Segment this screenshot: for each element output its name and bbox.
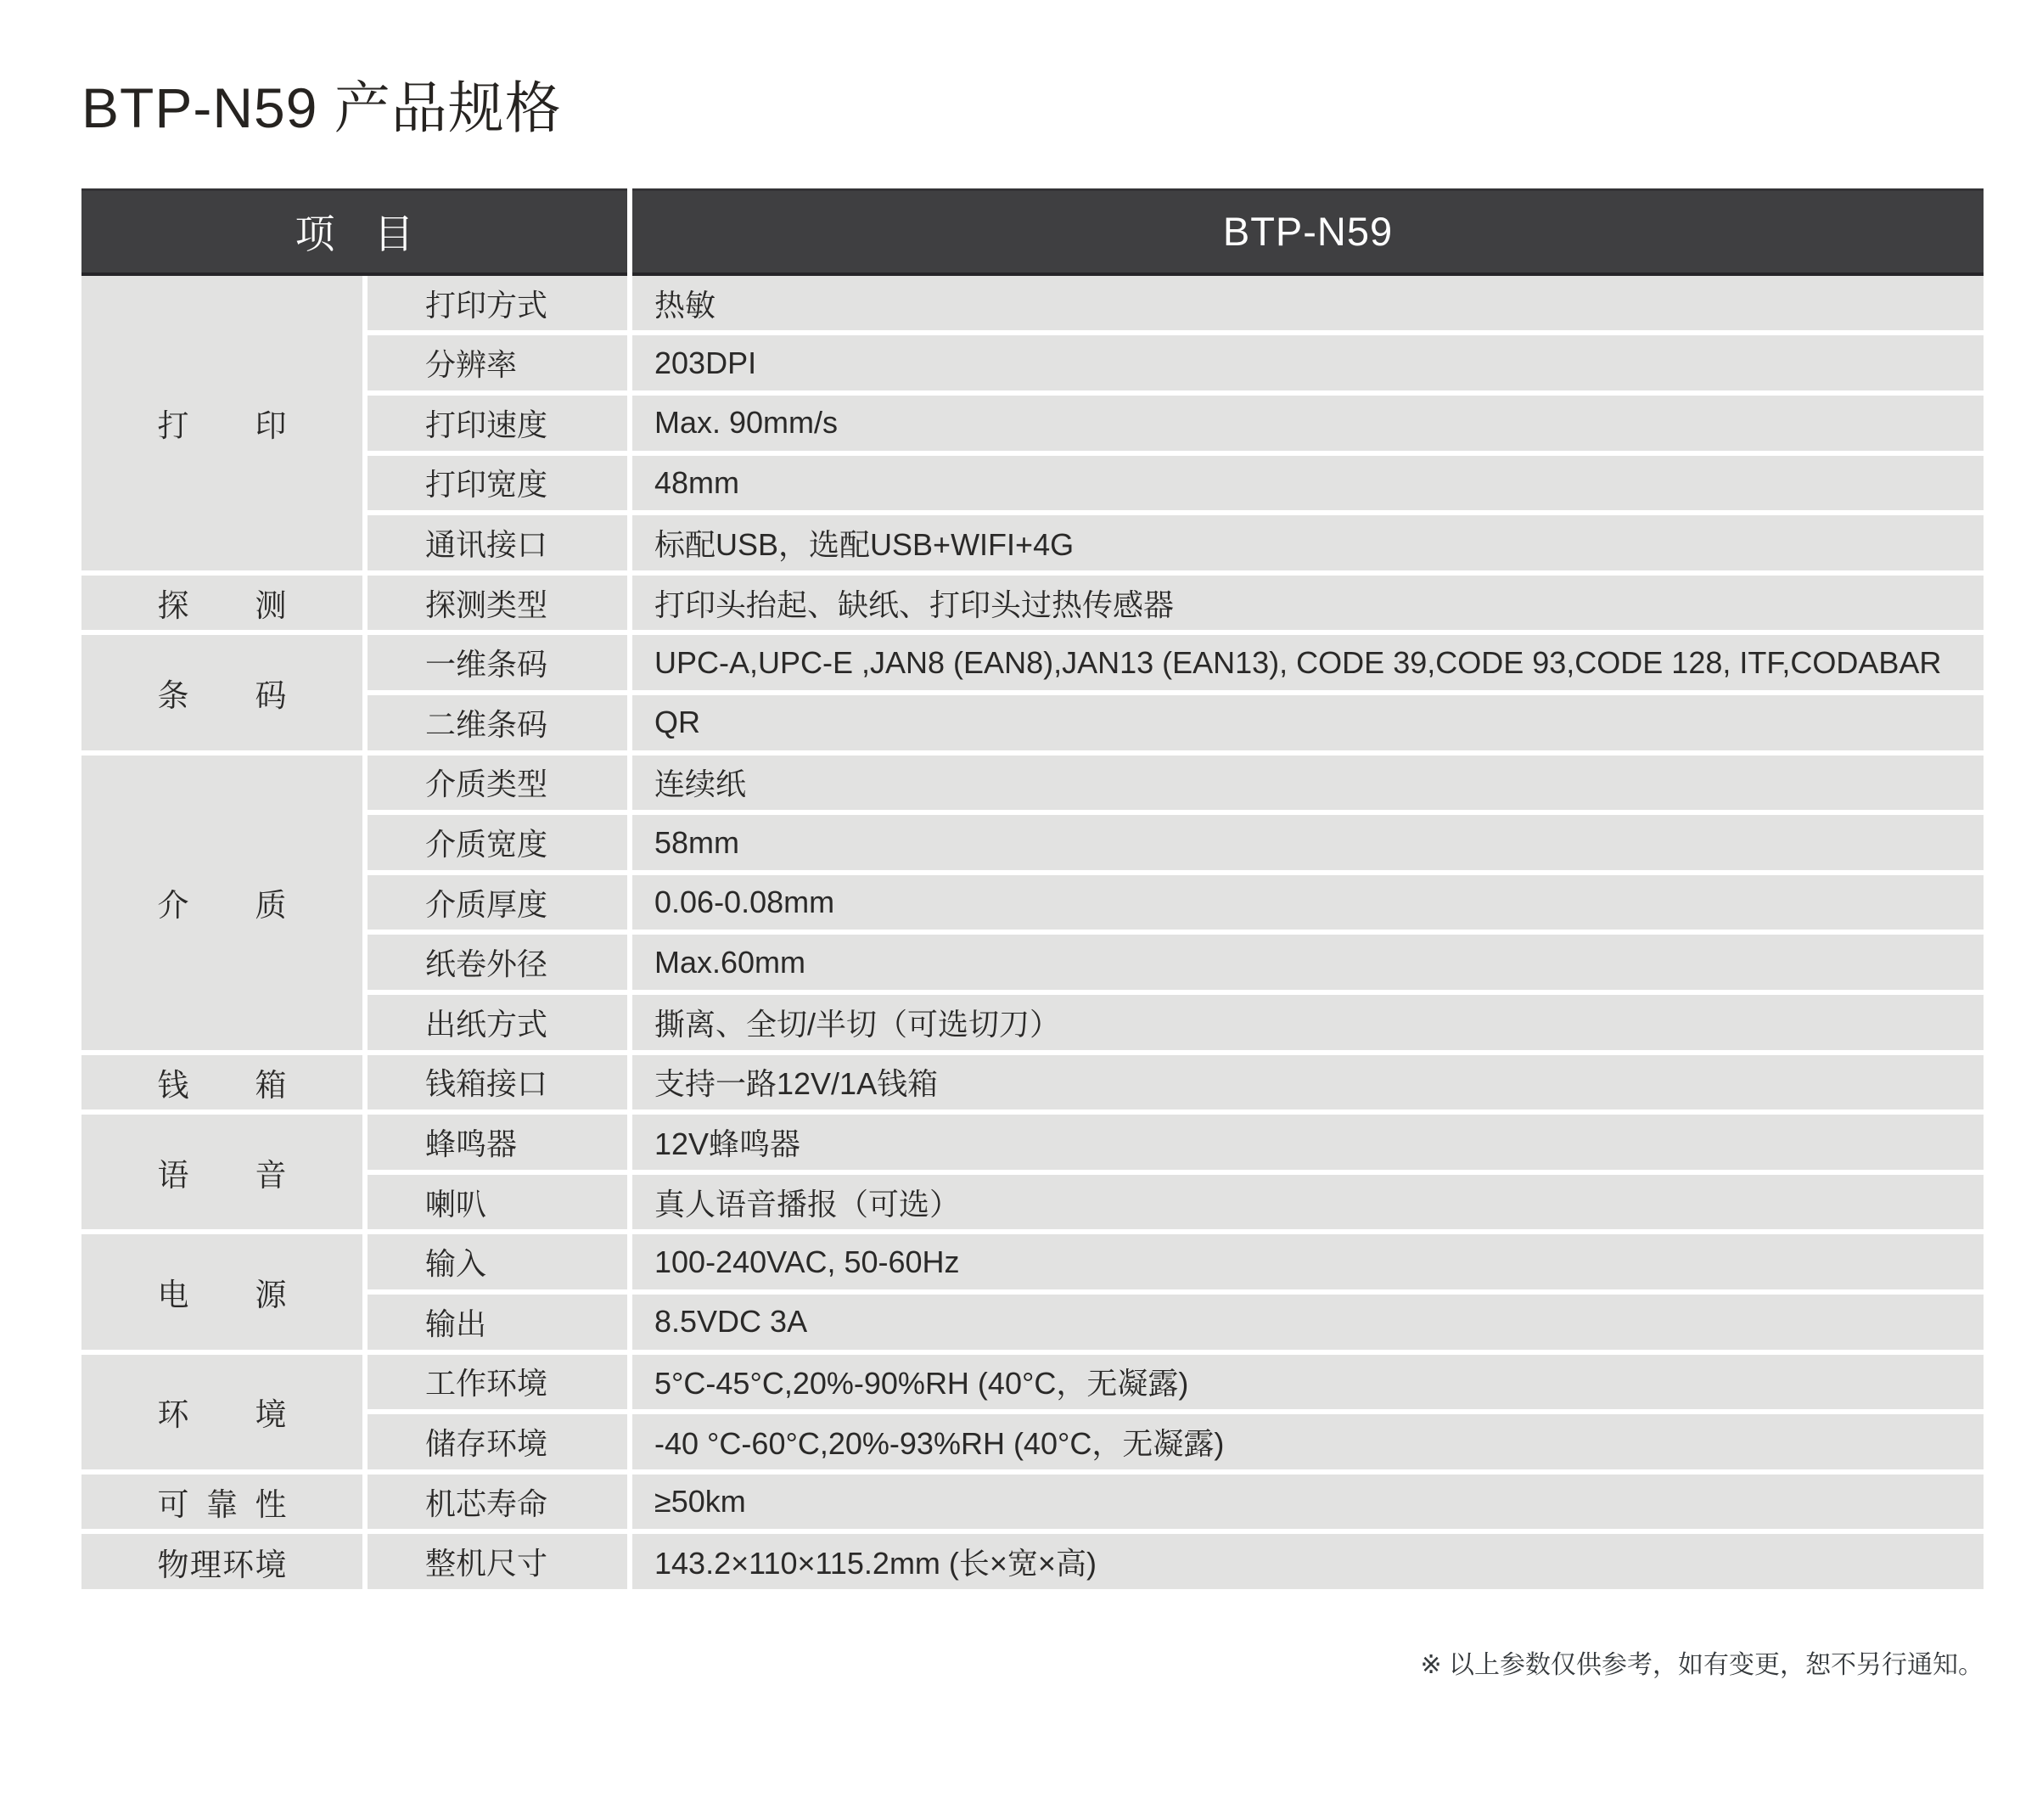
group-rows <box>368 1355 1984 1469</box>
category-label: 可 靠 性 <box>157 1487 287 1523</box>
item-cell: 打印方式 <box>368 276 627 331</box>
spec-group <box>81 635 1984 750</box>
spec-group <box>81 576 1984 631</box>
category-cell <box>81 1475 362 1530</box>
item-cell: 机芯寿命 <box>368 1475 627 1530</box>
table-row <box>368 335 1984 390</box>
value-cell: 打印头抬起、缺纸、打印头过热传感器 <box>632 576 1984 631</box>
value-cell: ≥50km <box>632 1475 1984 1530</box>
spec-table <box>81 188 1984 1589</box>
value-cell: 连续纸 <box>632 756 1984 811</box>
table-row <box>368 396 1984 451</box>
table-row <box>368 1234 1984 1289</box>
table-row <box>368 695 1984 750</box>
item-cell: 纸卷外径 <box>368 935 627 990</box>
spec-group <box>81 1534 1984 1589</box>
table-row <box>368 1175 1984 1230</box>
table-row <box>368 276 1984 331</box>
table-row <box>368 1414 1984 1469</box>
category-cell <box>81 1234 362 1349</box>
header-cell-model: BTP-N59 <box>632 188 1984 276</box>
item-cell: 介质类型 <box>368 756 627 811</box>
table-row <box>368 815 1984 870</box>
value-cell: 203DPI <box>632 335 1984 390</box>
category-cell <box>81 1355 362 1469</box>
category-cell <box>81 276 362 570</box>
table-row <box>368 1115 1984 1170</box>
group-rows <box>368 576 1984 631</box>
value-cell: 8.5VDC 3A <box>632 1295 1984 1350</box>
item-cell: 输入 <box>368 1234 627 1289</box>
value-cell: 热敏 <box>632 276 1984 331</box>
item-cell: 储存环境 <box>368 1414 627 1469</box>
category-cell <box>81 576 362 631</box>
item-cell: 介质宽度 <box>368 815 627 870</box>
table-row <box>368 576 1984 631</box>
value-cell: 撕离、全切/半切（可选切刀） <box>632 995 1984 1050</box>
table-row <box>368 1475 1984 1530</box>
category-cell <box>81 635 362 750</box>
spec-group <box>81 1355 1984 1469</box>
value-cell: 5°C-45°C,20%-90%RH (40°C，无凝露) <box>632 1355 1984 1410</box>
spec-sheet-page <box>0 76 2037 1820</box>
category-cell <box>81 1115 362 1229</box>
table-row <box>368 456 1984 511</box>
category-label: 探 测 <box>157 588 287 624</box>
item-cell: 一维条码 <box>368 635 627 690</box>
table-row <box>368 1055 1984 1110</box>
value-cell: 48mm <box>632 456 1984 511</box>
value-cell: -40 °C-60°C,20%-93%RH (40°C，无凝露) <box>632 1414 1984 1469</box>
category-cell <box>81 756 362 1050</box>
value-cell: 0.06-0.08mm <box>632 875 1984 930</box>
table-row <box>368 995 1984 1050</box>
table-row <box>368 515 1984 570</box>
item-cell: 输出 <box>368 1295 627 1350</box>
item-cell: 整机尺寸 <box>368 1534 627 1589</box>
page-title: BTP-N59 产品规格 <box>81 76 562 139</box>
group-rows <box>368 1115 1984 1229</box>
table-header-row <box>81 188 1984 276</box>
group-rows <box>368 1534 1984 1589</box>
value-cell: 58mm <box>632 815 1984 870</box>
item-cell: 探测类型 <box>368 576 627 631</box>
item-cell: 打印速度 <box>368 396 627 451</box>
category-label: 物理环境 <box>157 1547 287 1582</box>
spec-group <box>81 1115 1984 1229</box>
spec-group <box>81 1475 1984 1530</box>
value-cell: Max.60mm <box>632 935 1984 990</box>
table-row <box>368 1355 1984 1410</box>
value-cell: Max. 90mm/s <box>632 396 1984 451</box>
value-cell: 143.2×110×115.2mm (长×宽×高) <box>632 1534 1984 1589</box>
footnote: ※ 以上参数仅供参考，如有变更，恕不另行通知。 <box>1420 1650 1984 1679</box>
header-cell-item <box>81 188 627 276</box>
item-cell: 通讯接口 <box>368 515 627 570</box>
category-cell <box>81 1534 362 1589</box>
table-row <box>368 635 1984 690</box>
category-label: 打 印 <box>157 408 287 444</box>
value-cell: 标配USB，选配USB+WIFI+4G <box>632 515 1984 570</box>
category-label: 钱 箱 <box>157 1067 287 1103</box>
spec-group <box>81 1234 1984 1349</box>
table-row <box>368 935 1984 990</box>
table-row <box>368 875 1984 930</box>
item-cell: 介质厚度 <box>368 875 627 930</box>
table-row <box>368 1295 1984 1350</box>
table-body <box>81 276 1984 1589</box>
item-cell: 蜂鸣器 <box>368 1115 627 1170</box>
spec-group <box>81 1055 1984 1110</box>
group-rows <box>368 1234 1984 1349</box>
category-label: 语 音 <box>157 1157 287 1193</box>
category-label: 电 源 <box>157 1277 287 1312</box>
item-cell: 工作环境 <box>368 1355 627 1410</box>
header-item-label: 项 目 <box>295 211 414 257</box>
group-rows <box>368 276 1984 570</box>
spec-group <box>81 276 1984 570</box>
item-cell: 二维条码 <box>368 695 627 750</box>
value-cell: UPC-A,UPC-E ,JAN8 (EAN8),JAN13 (EAN13), CODE 39,CODE 93,CODE 128, ITF,CODABAR <box>632 635 1984 690</box>
item-cell: 分辨率 <box>368 335 627 390</box>
group-rows <box>368 1055 1984 1110</box>
group-rows <box>368 635 1984 750</box>
table-row <box>368 756 1984 811</box>
item-cell: 钱箱接口 <box>368 1055 627 1110</box>
value-cell: 支持一路12V/1A钱箱 <box>632 1055 1984 1110</box>
value-cell: 100-240VAC, 50-60Hz <box>632 1234 1984 1289</box>
group-rows <box>368 1475 1984 1530</box>
value-cell: QR <box>632 695 1984 750</box>
table-row <box>368 1534 1984 1589</box>
value-cell: 真人语音播报（可选） <box>632 1175 1984 1230</box>
item-cell: 打印宽度 <box>368 456 627 511</box>
group-rows <box>368 756 1984 1050</box>
spec-group <box>81 756 1984 1050</box>
category-label: 介 质 <box>157 888 287 924</box>
value-cell: 12V蜂鸣器 <box>632 1115 1984 1170</box>
category-cell <box>81 1055 362 1110</box>
category-label: 环 境 <box>157 1397 287 1433</box>
item-cell: 喇叭 <box>368 1175 627 1230</box>
item-cell: 出纸方式 <box>368 995 627 1050</box>
category-label: 条 码 <box>157 678 287 714</box>
